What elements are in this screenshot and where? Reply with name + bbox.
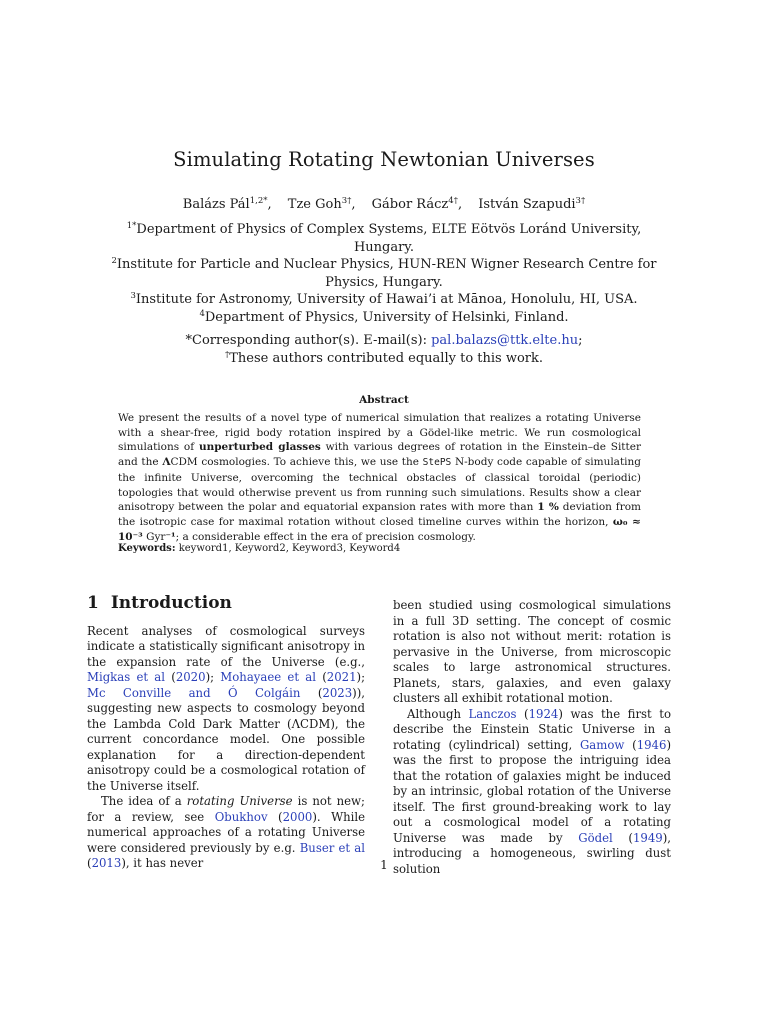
citation-link[interactable]: Migkas et al <box>87 670 166 684</box>
citation-link[interactable]: Mc Conville and Ó Colgáin <box>87 685 301 700</box>
citation-link[interactable]: 2023 <box>322 685 353 700</box>
equal-contribution-note: †These authors contributed equally to this work. <box>224 350 544 366</box>
citation-link[interactable]: Mohayaee et al <box>220 670 316 684</box>
right-column <box>393 598 671 877</box>
citation-link[interactable]: 2013 <box>91 856 122 870</box>
citation-link[interactable]: Gödel <box>578 830 613 845</box>
affiliations <box>100 221 668 326</box>
author: István Szapudi$^{3\dagger}$ <box>478 196 586 212</box>
citation-link[interactable]: Gamow <box>579 737 625 752</box>
affiliation: $^4$Department of Physics, University of Helsinki, Finland. <box>199 308 569 325</box>
citation-link[interactable]: Obukhov <box>214 809 268 824</box>
email-link[interactable]: pal.balazs@ttk.elte.hu <box>431 333 579 348</box>
citation-link[interactable]: 1946 <box>636 737 667 752</box>
abstract-heading: Abstract <box>359 394 409 406</box>
page-number: 1 <box>380 858 388 872</box>
paragraph: been studied using cosmological simulations in a full 3D setting. The concept of cosmic rotation is also not without merit: rotation is pervasive in the Universe, from microscopic scales to large astronomical structures. Planets, stars, galaxies, and even galaxy clusters all exhibit rotational motion. <box>393 598 671 705</box>
author: Gábor Rácz$^{4\dagger}$, <box>371 196 463 212</box>
abstract-text: We present the results of a novel type of numerical simulation that realizes a rotating Universe with a shear-free, rigid body rotation inspired by a Gödel-like metric. We run cosmological simulations of unperturbed glasses with various degrees of rotation in the Einstein–de Sitter and the ΛCDM cosmologies. To achieve this, we use the StePS N-body code capable of simulating the infinite Universe, overcoming the technical obstacles of classical toroidal (periodic) topologies that would otherwise prevent us from running such simulations. Results show a clear anisotropy between the polar and equatorial expansion rates with more than 1 % deviation from the isotropic case for maximal rotation without closed timeline curves within the horizon, ω₀ ≈ 10⁻³ Gyr⁻¹; a considerable effect in the era of precision cosmology. <box>118 412 642 543</box>
paragraph: The idea of a rotating Universe is not new; for a review, see Obukhov (2000). While numerical approaches of a rotating Universe were considered previously by e.g. Buser et al (2013), it has never <box>87 794 365 870</box>
author: Tze Goh$^{3\dagger}$, <box>287 196 356 212</box>
corresponding-author <box>0 332 768 368</box>
affiliation: $^3$Institute for Astronomy, University of Hawai’i at Mānoa, Honolulu, HI, USA. <box>130 291 638 307</box>
code-name: StePS <box>422 457 452 469</box>
left-column <box>87 593 366 872</box>
affiliation: $^2$Institute for Particle and Nuclear Physics, HUN-REN Wigner Research Centre for Physics, Hungary. <box>111 256 657 290</box>
paragraph: Although Lanczos (1924) was the first to describe the Einstein Static Universe in a rotating (cylindrical) setting, Gamow (1946) was the first to propose the intriguing idea that the rotation of galaxies might be induced by an intrinsic, global rotation of the Universe itself. The first ground-breaking work to lay out a cosmological model of a rotating Universe was made by Gödel (1949), introducing a homogeneous, swirling dust solution <box>393 706 672 876</box>
citation-link[interactable]: 1949 <box>632 830 663 845</box>
author-list <box>0 197 768 212</box>
corresponding-line: *Corresponding author(s). E-mail(s): pal.balazs@ttk.elte.hu; <box>185 333 583 348</box>
author: Balázs Pál$^{1,2*}$, <box>182 196 272 212</box>
paper-title: Simulating Rotating Newtonian Universes <box>173 148 595 171</box>
citation-link[interactable]: 2000 <box>282 809 313 824</box>
section-heading: 1 Introduction <box>87 593 232 613</box>
citation-link[interactable]: Lanczos <box>468 706 517 721</box>
affiliation: $^{1*}$Department of Physics of Complex Systems, ELTE Eötvös Loránd University, Hungary. <box>126 221 642 255</box>
citation-link[interactable]: 2021 <box>326 670 357 684</box>
paragraph: Recent analyses of cosmological surveys indicate a statistically significant anisotropy in the expansion rate of the Universe (e.g., Migkas et al (2020); Mohayaee et al (2021); Mc Conville and Ó Colgáin (2023)), suggesting new aspects to cosmology beyond the Lambda Cold Dark Matter (ΛCDM), the current concordance model. One possible explanation for a direction-dependent anisotropy could be a cosmological rotation of the Universe itself. <box>87 623 366 793</box>
citation-link[interactable]: 1924 <box>528 706 559 721</box>
citation-link[interactable]: Buser et al <box>299 840 365 855</box>
keywords: Keywords: keyword1, Keyword2, Keyword3, Keyword4 <box>118 543 401 554</box>
citation-link[interactable]: 2020 <box>175 670 206 684</box>
